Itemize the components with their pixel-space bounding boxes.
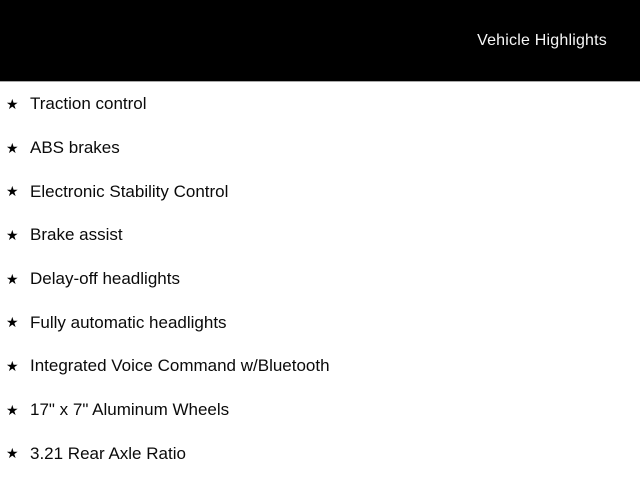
star-icon: ★ <box>6 357 19 374</box>
highlights-list <box>0 82 640 475</box>
list-item <box>0 300 640 344</box>
item-label: Fully automatic headlights <box>30 312 227 332</box>
item-label: 3.21 Rear Axle Ratio <box>30 443 186 463</box>
star-icon: ★ <box>6 139 19 156</box>
item-label: Traction control <box>30 94 147 114</box>
list-item <box>0 388 640 432</box>
list-item <box>0 169 640 213</box>
item-label: Integrated Voice Command w/Bluetooth <box>30 356 330 376</box>
star-icon: ★ <box>6 314 19 331</box>
list-item <box>0 126 640 170</box>
page-title: Vehicle Highlights <box>477 31 607 49</box>
header-bar <box>0 0 640 82</box>
item-label: ABS brakes <box>30 138 120 158</box>
list-item <box>0 257 640 301</box>
list-item <box>0 213 640 257</box>
item-label: Delay-off headlights <box>30 269 180 289</box>
star-icon: ★ <box>6 445 19 462</box>
star-icon: ★ <box>6 226 19 243</box>
item-label: 17" x 7" Aluminum Wheels <box>30 400 230 420</box>
list-item <box>0 344 640 388</box>
list-item <box>0 432 640 476</box>
item-label: Brake assist <box>30 225 123 245</box>
star-icon: ★ <box>6 401 19 418</box>
star-icon: ★ <box>6 270 19 287</box>
item-label: Electronic Stability Control <box>30 181 229 201</box>
list-item <box>0 82 640 126</box>
star-icon: ★ <box>6 95 19 112</box>
star-icon: ★ <box>6 183 19 200</box>
